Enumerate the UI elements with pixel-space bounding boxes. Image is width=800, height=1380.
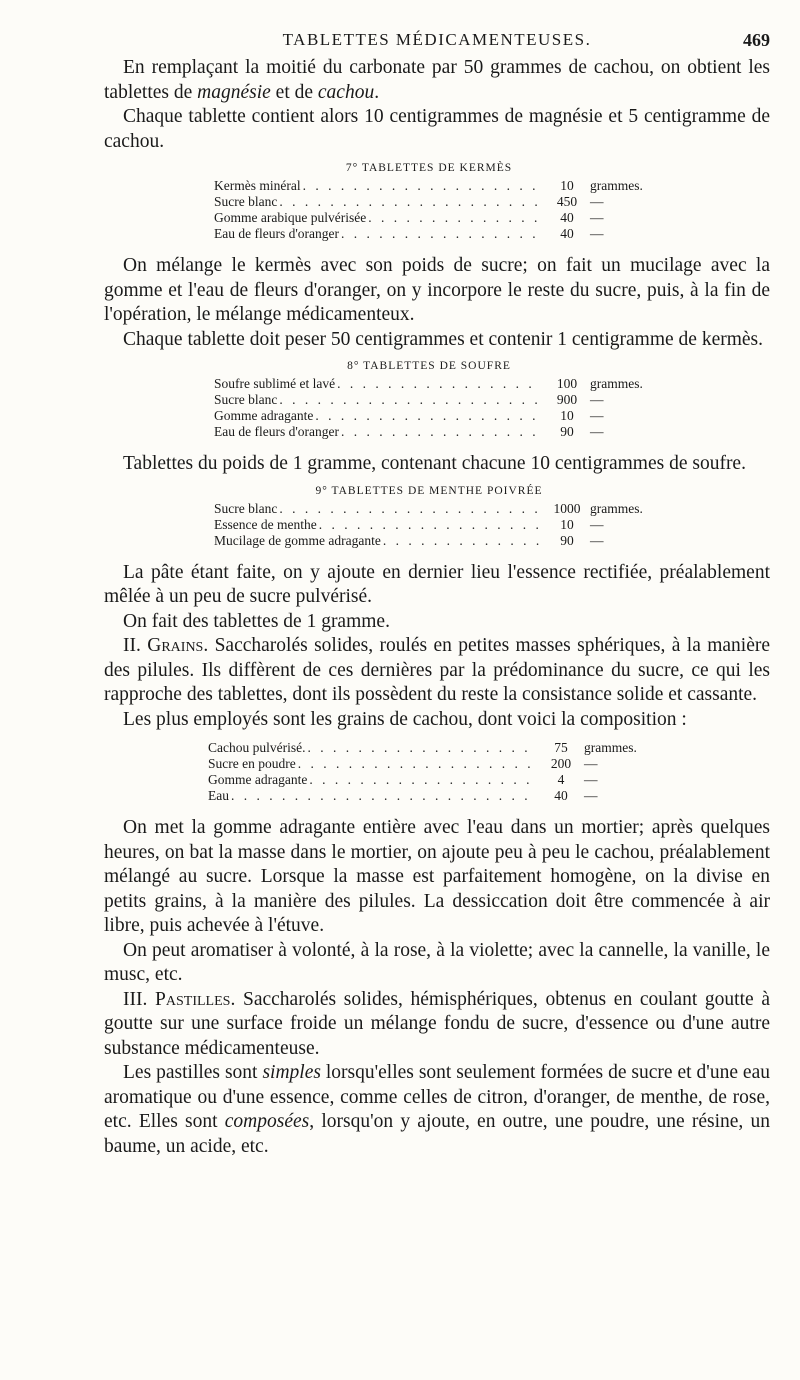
recipe-row: Gomme arabique pulvérisée . . . 40 — — [214, 210, 674, 226]
paragraph: Tablettes du poids de 1 gramme, contenant chacune 10 centigrammes de soufre. — [123, 453, 746, 474]
paragraph: Chaque tablette doit peser 50 centigrammes et contenir 1 centigramme de kermès. — [123, 328, 764, 350]
recipe-row: Gomme adragante . . . 4 — — [208, 772, 668, 788]
running-header — [104, 26, 770, 56]
recipe-row: Gomme adragante . . . 10 — — [214, 408, 674, 424]
recipe-row: Eau de fleurs d'oranger . . . 40 — — [214, 226, 674, 242]
paragraph: La pâte étant faite, on y ajoute en dernier lieu l'essence rectifiée, préalablement mêlée à un peu de sucre pulvérisé. — [104, 561, 770, 607]
running-title: TABLETTES MÉDICAMENTEUSES. — [282, 30, 592, 49]
recipe-row: Kermès minéral . . . 10 grammes. — [214, 178, 674, 194]
paragraph: Chaque tablette contient alors 10 centigrammes de magnésie et 5 centigramme de cachou. — [104, 106, 770, 152]
recipe-row: Eau de fleurs d'oranger . . . 90 — — [214, 424, 674, 440]
page-number: 469 — [743, 30, 770, 50]
recipe-kermes — [214, 162, 674, 242]
recipe-row: Sucre blanc . . . 1000 grammes. — [214, 501, 674, 517]
recipe-grains-cachou — [208, 740, 668, 804]
recipe-row: Sucre blanc . . . 450 — — [214, 194, 674, 210]
recipe-soufre — [214, 360, 674, 440]
page — [104, 26, 770, 1159]
recipe-row: Sucre en poudre . . . 200 — — [208, 756, 668, 772]
paragraph: Les plus employés sont les grains de cachou, dont voici la composition : — [123, 708, 687, 730]
recipe-row: Eau . . . 40 — — [208, 788, 668, 804]
recipe-title: 9° TABLETTES DE MENTHE POIVRÉE — [315, 484, 543, 497]
paragraph: Les pastilles sont simples lorsqu'elles sont seulement formées de sucre et d'une eau aromatique ou d'une essence, comme celles de citron, d'oranger, de menthe, de rose, etc. Elles sont composées, lorsqu'on y ajoute, en outre, une poudre, une résine, un baume, un acide, etc. — [104, 1062, 770, 1157]
paragraph: En remplaçant la moitié du carbonate par 50 grammes de cachou, on obtient les tablettes de magnésie et de cachou. — [104, 57, 770, 103]
recipe-row: Mucilage de gomme adragante . . . 90 — — [214, 533, 674, 549]
recipe-row: Cachou pulvérisé. . . . 75 grammes. — [208, 740, 668, 756]
section-pastilles: III. Pastilles. Saccharolés solides, hémisphériques, obtenus en coulant goutte à goutte sur une surface froide un mélange fondu de sucre, d'essence ou d'une autre substance médicamenteuse. — [104, 988, 771, 1059]
recipe-title: 8° TABLETTES DE SOUFRE — [347, 360, 511, 372]
recipe-menthe — [214, 485, 674, 549]
recipe-row: Essence de menthe . . . 10 — — [214, 517, 674, 533]
paragraph: On fait des tablettes de 1 gramme. — [123, 610, 390, 632]
recipe-row: Sucre blanc . . . 900 — — [214, 392, 674, 408]
paragraph: On mélange le kermès avec son poids de sucre; on fait un mucilage avec la gomme et l'eau de fleurs d'oranger, on y incorpore le reste du sucre, puis, à la fin de l'opération, le mélange médicamenteux. — [104, 255, 770, 325]
recipe-title: 7° TABLETTES DE KERMÈS — [345, 162, 513, 174]
recipe-row: Soufre sublimé et lavé . . . 100 grammes. — [214, 376, 674, 392]
section-grains: II. Grains. Saccharolés solides, roulés en petites masses sphériques, à la manière des pilules. Ils diffèrent de ces dernières par la prédominance du sucre, ce qui les rapproche des tablettes, dont ils possèdent du reste la consistance solide et cassante. — [104, 635, 771, 705]
paragraph: On met la gomme adragante entière avec l'eau dans un mortier; après quelques heures, on bat la masse dans le mortier, on ajoute peu à peu le cachou, préalablement mélangé au sucre. Lorsque la masse est parfaitement homogène, on la divise en petits grains, à la manière des pilules. La dessiccation doit être commencée à air libre, puis achevée à l'étuve. — [104, 817, 770, 936]
paragraph: On peut aromatiser à volonté, à la rose, à la violette; avec la cannelle, la vanille, le musc, etc. — [104, 939, 770, 985]
